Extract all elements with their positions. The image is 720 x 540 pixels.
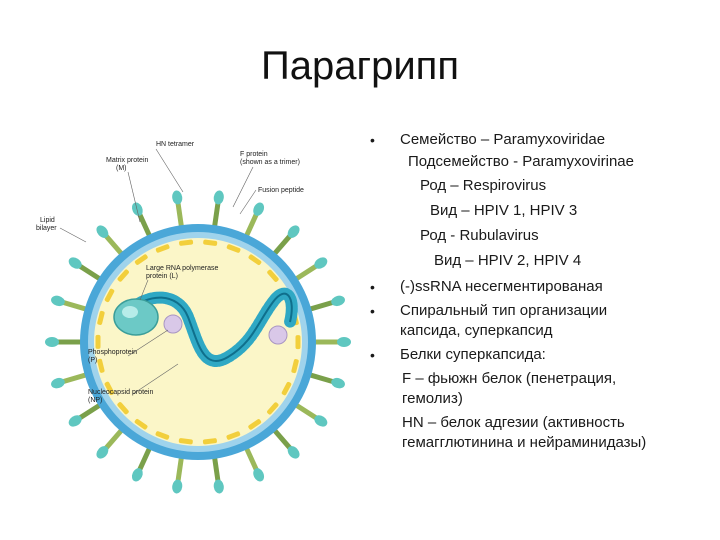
bullet-row-14 xyxy=(362,431,712,451)
slide-title: Парагрипп xyxy=(261,44,459,88)
label-phospho-1: Phosphoprotein xyxy=(88,349,138,356)
polymerase-highlight xyxy=(122,306,138,318)
line-species-1: Вид – HPIV 1, HPIV 3 xyxy=(430,202,578,219)
bullet-capsid-1: Спиральный тип организации xyxy=(400,302,608,319)
line-hn-protein-1: HN – белок адгезии (активность xyxy=(402,414,625,431)
virus-diagram-svg xyxy=(28,132,368,512)
bullet-row-1 xyxy=(362,130,712,150)
leader-lipid xyxy=(60,228,86,242)
label-matrix-2: (M) xyxy=(116,165,127,172)
phosphoprotein-p1 xyxy=(164,315,182,333)
label-polymerase-1: Large RNA polymerase xyxy=(146,265,219,272)
bullet-row-13 xyxy=(362,411,712,431)
bullet-row-2 xyxy=(362,150,712,174)
bullet-row-10 xyxy=(362,343,712,367)
bullet-row-5 xyxy=(362,224,712,249)
bullet-family: Семейство – Paramyxoviridae xyxy=(400,131,606,148)
bullet-row-4 xyxy=(362,199,712,224)
line-genus-2: Род - Rubulavirus xyxy=(420,227,539,244)
line-subfamily: Подсемейство - Paramyxovirinae xyxy=(408,153,634,170)
label-matrix-1: Matrix protein xyxy=(106,157,149,164)
bullet-capsid-2: капсида, суперкапсид xyxy=(400,322,553,339)
line-species-2: Вид – HPIV 2, HPIV 4 xyxy=(434,252,582,269)
leader-hn xyxy=(156,149,183,192)
label-lipid-2: bilayer xyxy=(36,225,57,232)
bullet-proteins: Белки суперкапсида: xyxy=(400,346,546,363)
label-f-1: F protein xyxy=(240,151,268,158)
bullet-row-11 xyxy=(362,367,712,387)
label-fusion: Fusion peptide xyxy=(258,187,304,194)
bullet-genome: (-)ssRNA несегментированая xyxy=(400,278,603,295)
phosphoprotein-p2 xyxy=(269,326,287,344)
bullet-dot: • xyxy=(370,347,375,363)
line-hn-protein-2: гемагглютинина и нейраминидазы) xyxy=(402,434,647,451)
bullet-row-12 xyxy=(362,387,712,411)
bullet-dot: • xyxy=(370,303,375,319)
line-genus-1: Род – Respirovirus xyxy=(420,177,547,194)
matrix-protein xyxy=(295,335,300,349)
matrix-protein xyxy=(95,335,100,349)
bullet-dot: • xyxy=(370,132,375,148)
label-phospho-2: (P) xyxy=(88,357,98,364)
label-polymerase-2: protein (L) xyxy=(146,273,178,280)
bullet-dot: • xyxy=(370,279,375,295)
bullet-list xyxy=(362,130,712,451)
label-f-2: (shown as a trimer) xyxy=(240,159,300,166)
label-hn-tetramer: HN tetramer xyxy=(156,141,195,148)
bullet-row-3 xyxy=(362,174,712,199)
label-np-1: Nucleocapsid protein xyxy=(88,389,154,396)
line-f-protein-2: гемолиз) xyxy=(402,390,463,407)
bullet-row-8 xyxy=(362,299,712,319)
bullet-row-9 xyxy=(362,319,712,343)
bullet-row-7 xyxy=(362,275,712,299)
polymerase-l xyxy=(114,299,158,335)
bullet-row-6 xyxy=(362,249,712,275)
virus-diagram xyxy=(28,132,368,512)
leader-f xyxy=(233,167,253,207)
leader-matrix xyxy=(128,172,140,222)
label-lipid-1: Lipid xyxy=(40,217,55,224)
spike-glycoprotein xyxy=(310,337,351,347)
spike-glycoprotein xyxy=(45,337,86,347)
line-f-protein-1: F – фьюжн белок (пенетрация, xyxy=(402,370,617,387)
label-np-2: (NP) xyxy=(88,397,103,404)
